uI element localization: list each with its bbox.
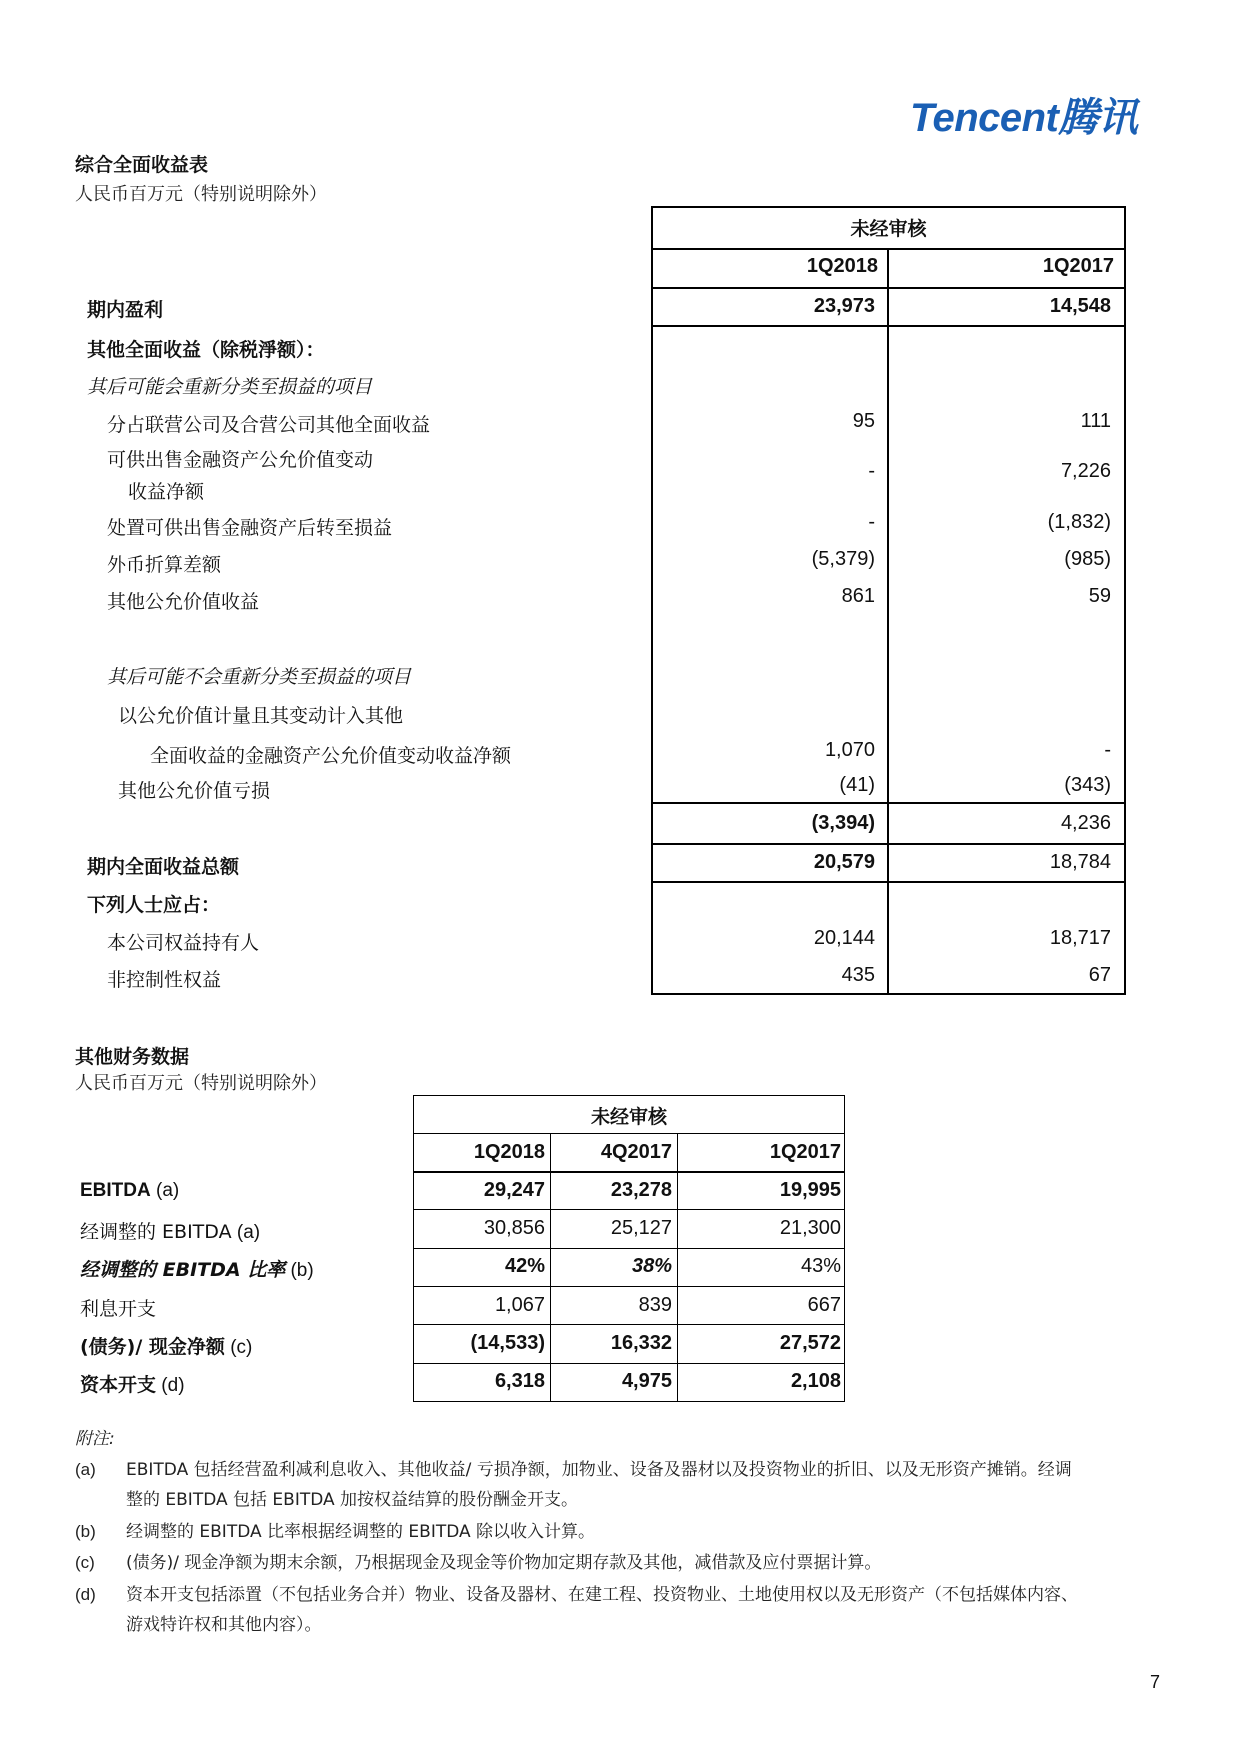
section2-title: 其他财务数据	[75, 1046, 190, 1068]
note-text: 经调整的 EBITDA 比率根据经调整的 EBITDA 除以收入计算。	[126, 1522, 596, 1542]
row-label-fvoci-line2: 全面收益的金融资产公允价值变动收益净额	[150, 745, 512, 767]
value-other-fv-gain-1q2017: 59	[1088, 585, 1111, 607]
note-text: EBITDA 包括经营盈利减利息收入、其他收益/ 亏损净额，加物业、设备及器材以及投资物业的折旧、以及无形资产摊销。经调 整的 EBITDA 包括 EBITDA 加按权益结算的股份酬金开支。	[126, 1460, 1072, 1510]
value-profit-1q2018: 23,973	[813, 295, 875, 317]
value-ebitda-1q2018: 29,247	[483, 1179, 545, 1201]
value-capex-1q2017: 2,108	[790, 1370, 841, 1392]
row-label-attributable: 下列人士应占：	[87, 894, 221, 916]
row-label-may-reclassify: 其后可能会重新分类至损益的项目	[87, 376, 373, 398]
note-tag: (c)	[75, 1553, 95, 1572]
value-total-1q2017: 18,784	[1049, 851, 1111, 873]
value-capex-4q2017: 4,975	[621, 1370, 672, 1392]
value-fx-1q2017: (985)	[1064, 548, 1111, 570]
row-label-equity-holders: 本公司权益持有人	[107, 932, 260, 954]
section2-subtitle: 人民币百万元（特别说明除外）	[75, 1073, 327, 1094]
value-total-1q2018: 20,579	[813, 851, 875, 873]
value-margin-1q2018: 42%	[504, 1255, 545, 1277]
column-header-1q2017: 1Q2017	[1042, 255, 1114, 277]
value-share-associates-1q2017: 111	[1080, 410, 1111, 432]
column-header-1q2018: 1Q2018	[473, 1141, 545, 1163]
column-header-1q2018: 1Q2018	[806, 255, 878, 277]
note-tag: (a)	[75, 1460, 96, 1479]
value-interest-4q2017: 839	[638, 1294, 672, 1316]
value-net-cash-1q2018: (14,533)	[470, 1332, 545, 1354]
value-margin-1q2017: 43%	[800, 1255, 841, 1277]
row-label-interest-expense: 利息开支	[80, 1298, 157, 1320]
value-oci-subtotal-1q2017: 4,236	[1060, 812, 1111, 834]
column-header-4q2017: 4Q2017	[600, 1141, 672, 1163]
row-label-total-comprehensive: 期内全面收益总额	[87, 856, 240, 878]
value-nci-1q2018: 435	[841, 964, 875, 986]
value-ebitda-4q2017: 23,278	[610, 1179, 672, 1201]
value-adjusted-ebitda-1q2018: 30,856	[483, 1217, 545, 1239]
value-adjusted-ebitda-4q2017: 25,127	[610, 1217, 672, 1239]
row-label-fvoci-line1: 以公允价值计量且其变动计入其他	[118, 705, 404, 727]
value-adjusted-ebitda-1q2017: 21,300	[779, 1217, 841, 1239]
value-interest-1q2017: 667	[807, 1294, 841, 1316]
row-label-ebitda: EBITDA (a)	[80, 1180, 180, 1201]
audit-header-2: 未经审核	[590, 1106, 667, 1128]
note-text: (债务)/ 现金净额为期末余额，乃根据现金及现金等价物加定期存款及其他，减借款及应付票据计算。	[126, 1553, 882, 1573]
column-header-1q2017: 1Q2017	[769, 1141, 841, 1163]
value-afs-1q2018: -	[868, 460, 875, 482]
value-margin-4q2017: 38%	[631, 1255, 672, 1277]
value-equity-holders-1q2018: 20,144	[813, 927, 875, 949]
row-label-adjusted-ebitda-margin: 经调整的 EBITDA 比率 (b)	[80, 1259, 314, 1281]
value-fx-1q2018: (5,379)	[811, 548, 875, 570]
section1-title: 综合全面收益表	[75, 154, 209, 176]
page-number: 7	[1150, 1672, 1161, 1692]
value-other-fv-loss-1q2018: (41)	[839, 774, 875, 796]
row-label-share-associates: 分占联营公司及合营公司其他全面收益	[107, 414, 431, 436]
value-net-cash-1q2017: 27,572	[779, 1332, 841, 1354]
value-fvoci-1q2018: 1,070	[824, 739, 875, 761]
row-label-other-fv-loss: 其他公允价值亏损	[118, 780, 271, 802]
row-label-net-cash: (债务)/ 现金净额 (c)	[80, 1336, 253, 1358]
value-afs-1q2017: 7,226	[1060, 460, 1111, 482]
notes-heading: 附注:	[75, 1429, 115, 1449]
value-afs-transfer-1q2018: -	[868, 511, 875, 533]
row-label-afs-transfer: 处置可供出售金融资产后转至损益	[107, 517, 393, 539]
value-profit-1q2017: 14,548	[1049, 295, 1111, 317]
row-label-profit: 期内盈利	[87, 299, 164, 321]
note-tag: (d)	[75, 1585, 96, 1604]
row-label-capex: 资本开支 (d)	[80, 1374, 185, 1396]
value-interest-1q2018: 1,067	[494, 1294, 545, 1316]
note-text: 资本开支包括添置（不包括业务合并）物业、设备及器材、在建工程、投资物业、土地使用权以及无形资产（不包括媒体内容、 游戏特许权和其他内容）。	[126, 1585, 1078, 1635]
row-label-fx: 外币折算差额	[107, 554, 222, 576]
value-fvoci-1q2017: -	[1104, 739, 1111, 761]
value-oci-subtotal-1q2018: (3,394)	[811, 812, 875, 834]
audit-header: 未经审核	[850, 218, 927, 240]
value-net-cash-4q2017: 16,332	[610, 1332, 672, 1354]
section1-subtitle: 人民币百万元（特别说明除外）	[75, 184, 327, 205]
row-label-not-reclassify: 其后可能不会重新分类至损益的项目	[107, 666, 412, 688]
row-label-other-fv-gain: 其他公允价值收益	[107, 591, 260, 613]
value-share-associates-1q2018: 95	[852, 410, 875, 432]
row-label-oci: 其他全面收益（除税淨额）：	[87, 339, 325, 361]
row-label-afs-line2: 收益净额	[128, 481, 205, 503]
row-label-adjusted-ebitda: 经调整的 EBITDA (a)	[80, 1221, 261, 1243]
value-other-fv-gain-1q2018: 861	[841, 585, 875, 607]
note-tag: (b)	[75, 1522, 96, 1541]
value-nci-1q2017: 67	[1088, 964, 1111, 986]
value-afs-transfer-1q2017: (1,832)	[1047, 511, 1111, 533]
row-label-nci: 非控制性权益	[107, 969, 222, 991]
row-label-afs-line1: 可供出售金融资产公允价值变动	[107, 449, 374, 471]
value-other-fv-loss-1q2017: (343)	[1064, 774, 1111, 796]
value-ebitda-1q2017: 19,995	[779, 1179, 841, 1201]
tencent-logo: Tencent腾讯	[910, 96, 1138, 140]
value-equity-holders-1q2017: 18,717	[1049, 927, 1111, 949]
value-capex-1q2018: 6,318	[494, 1370, 545, 1392]
